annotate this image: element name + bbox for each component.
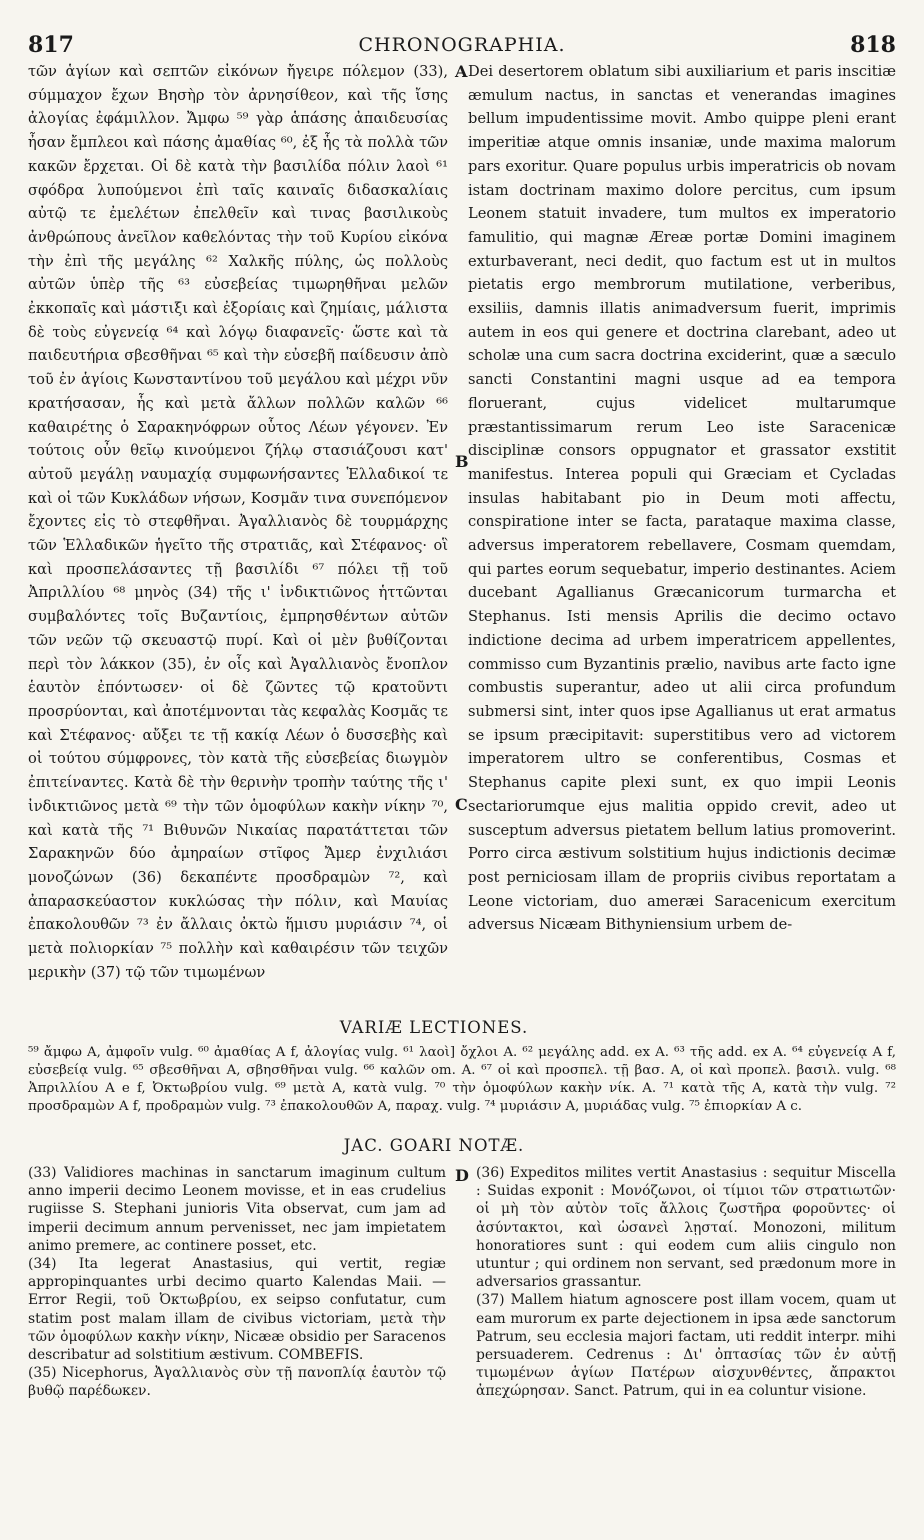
latin-column (468, 60, 896, 937)
page-header (28, 30, 896, 60)
margin-letter-b: B (455, 452, 469, 471)
latin-text: Dei desertorem oblatum sibi auxiliarium et paris inscitiæ æmulum nactus, in sanctas et venerandas imagines bellum impudentissime movit. Ambo quippe pleni erant imperitiæ atque omnis insaniæ, unde maxima malorum pars exoritur. Quare populus urbis imperatricis ob novam istam doctrinam maximo dolore percitus, cum ipsum Leonem statuit invadere, tum multos ex imperatorio famulitio, qui magnæ Æreæ portæ Domini imaginem exturbaverant, neci dedit, quo factum est ut in multos pietatis ergo membrorum mutilatione, verberibus, exsiliis, damnis illatis animadversum fuerit, imprimis autem in eos qui genere et doctrina clarebant, adeo ut scholæ una cum sacra doctrina exciderint, quæ a sæculo sancti Constantini magni usque ad ea tempora floruerant, cujus videlicet multarumque præstantissimarum rerum Leo iste Saracenicæ disciplinæ consors oppugnator et grassator exstitit manifestus. Interea populi qui Græciam et Cycladas insulas habitabant pio in Deum moti affectu, conspiratione inter se facta, parataque maxima classe, adversus imperatorem rebellavere, Cosmam quemdam, qui partes eorum sequebatur, imperio destinantes. Aciem ducebant Agallianus Græcanicorum turmarcha et Stephanus. Isti mensis Aprilis die decimo octavo indictione decima ad urbem imperatricem appellentes, commisso cum Byzantinis prælio, navibus arte facto igne combustis superantur, adeo ut alii circa profundum submersi sint, inter quos ipse Agallianus ut erat armatus se ipsum præcipitavit: superstitibus vero ad victorem imperatorem ultro se conferentibus, Cosmas et Stephanus capite plexi sunt, ex quo impii Leonis sectariorumque ejus malitia oppido crevit, adeo ut susceptum adversus pietatem bellum latius promoverint. Porro circa æstivum solstitium hujus indictionis decimæ post perniciosam illam de propriis civibus reportatam a Leone victoriam, duo ameræi Saracenicum exercitum adversus Nicæam Bithyniensium urbem de- (468, 63, 896, 934)
variae-lectiones: ⁵⁹ ἄμφω A, ἀμφοῖν vulg. ⁶⁰ ἀμαθίας A f, ἀλογίας vulg. ⁶¹ λαοὶ] ὄχλοι A. ⁶² μεγάλης add. ex A. ⁶³ τῆς add. ex A. ⁶⁴ εὐγενείᾳ A f, εὐσεβείᾳ vulg. ⁶⁵ σβεσθῆναι A, σβησθῆναι vulg. ⁶⁶ καλῶν om. A. ⁶⁷ οἱ καὶ προσπελ. τῇ βασ. A, οἱ καὶ προπελ. βασιλ. vulg. ⁶⁸ Ἀπριλλίου A e f, Ὀκτωβρίου vulg. ⁶⁹ μετὰ A, κατὰ vulg. ⁷⁰ τὴν ὁμοφύλων κακὴν νίκ. A. ⁷¹ κατὰ τῆς A, κατὰ τὴν vulg. ⁷² προσδραμὼν A f, προδραμὼν vulg. ⁷³ ἐπακολουθῶν A, παραχ. vulg. ⁷⁴ μυριάσιν A, μυριάδας vulg. ⁷⁵ ἐπιορκίαν A c. (28, 1045, 896, 1114)
notae-left-column (28, 1164, 446, 1401)
margin-letter-d: D (455, 1166, 469, 1185)
greek-column (28, 60, 448, 984)
nota-33: (33) Validiores machinas in sanctarum imaginum cultum anno imperii decimo Leonem movisse, et in eas crudelius rugiisse S. Stephani junioris Vita observat, cum jam ad imperii decimum annum pervenisset, nec jam impietatem animo premere, ac continere posset, etc. (28, 1165, 446, 1254)
margin-letter-a: A (455, 62, 468, 81)
nota-34: (34) Ita legerat Anastasius, qui vertit, regiæ appropinquantes urbi decimo quarto Kalendas Maii. — Error Regii, τοῦ Ὀκτωβρίου, ex seipso confutatur, cum statim post malam illam de civibus victoriam, μετὰ τὴν τῶν ὁμοφύλων κακὴν νίκην, Nicææ obsidio per Saracenos describatur ad solstitium æstivum. COMBEFIS. (28, 1256, 446, 1364)
nota-36: (36) Expeditos milites vertit Anastasius : sequitur Miscella : Suidas exponit : Μονόζωνοι, οἱ τίμιοι τῶν στρατιωτῶν· οἱ μὴ τὸν αὐτὸν τοῖς ἄλλοις ζωστῆρα φοροῦντες· οἱ ἀσύντακτοι, καὶ ὡσανεὶ λῃσταί. Monozoni, militum honoratiores sunt : qui eodem cum aliis cingulo non utuntur ; qui ordinem non servant, sed prædonum more in adversarios grassantur. (476, 1165, 896, 1291)
nota-35: (35) Nicephorus, Ἀγαλλιανὸς σὺν τῇ πανοπλίᾳ ἑαυτὸν τῷ βυθῷ παρέδωκεν. (28, 1365, 446, 1400)
greek-text: τῶν ἁγίων καὶ σεπτῶν εἰκόνων ἤγειρε πόλεμον (33), σύμμαχον ἔχων Βησὴρ τὸν ἀρνησίθεον, καὶ τῆς ἴσης ἀλογίας ἐφάμιλλον. Ἄμφω ⁵⁹ γὰρ ἁπάσης ἀπαιδευσίας ἦσαν ἔμπλεοι καὶ πάσης ἀμαθίας ⁶⁰, ἐξ ἧς τὰ πολλὰ τῶν κακῶν ἔρχεται. Οἱ δὲ κατὰ τὴν βασιλίδα πόλιν λαοὶ ⁶¹ σφόδρα λυπούμενοι ἐπὶ ταῖς καιναῖς διδασκαλίαις αὐτῷ τε ἐμελέτων ἐπελθεῖν καὶ τινας βασιλικοὺς ἀνθρώπους ἀνεῖλον καθελόντας τὴν τοῦ Κυρίου εἰκόνα τὴν ἐπὶ τῆς μεγάλης ⁶² Χαλκῆς πύλης, ὡς πολλοὺς αὐτῶν ὑπὲρ τῆς ⁶³ εὐσεβείας τιμωρηθῆναι μελῶν ἐκκοπαῖς καὶ μάστιξι καὶ ἐξορίαις καὶ ζημίαις, μάλιστα δὲ τοὺς εὐγενείᾳ ⁶⁴ καὶ λόγῳ διαφανεῖς· ὥστε καὶ τὰ παιδευτήρια σβεσθῆναι ⁶⁵ καὶ τὴν εὐσεβῆ παίδευσιν ἀπὸ τοῦ ἐν ἁγίοις Κωνσταντίνου τοῦ μεγάλου καὶ μέχρι νῦν κρατήσασαν, ἧς καὶ μετὰ ἄλλων πολλῶν καλῶν ⁶⁶ καθαιρέτης ὁ Σαρακηνόφρων οὗτος Λέων γέγονεν. Ἐν τούτοις οὖν θεῖῳ κινούμενοι ζήλῳ στασιάζουσι κατ' αὐτοῦ μεγάλῃ ναυμαχίᾳ συμφωνήσαντες Ἑλλαδικοί τε καὶ οἱ τῶν Κυκλάδων νήσων, Κοσμᾶν τινα συνεπόμενον ἔχοντες εἰς τὸ στεφθῆναι. Ἀγαλλιανὸς δὲ τουρμάρχης τῶν Ἑλλαδικῶν ἡγεῖτο τῆς στρατιᾶς, καὶ Στέφανος· οἳ καὶ προσπελάσαντες τῇ βασιλίδι ⁶⁷ πόλει τῇ τοῦ Ἀπριλλίου ⁶⁸ μηνὸς (34) τῆς ι' ἰνδικτιῶνος ἡττῶνται συμβαλόντες τοῖς Βυζαντίοις, ἐμπρησθέντων αὐτῶν τῶν νεῶν τῷ σκευαστῷ πυρί. Καὶ οἱ μὲν βυθίζονται περὶ τὸν λάκκον (35), ἐν οἷς καὶ Ἀγαλλιανὸς ἔνοπλον ἑαυτὸν ἐπόντωσεν· οἱ δὲ ζῶντες τῷ κρατοῦντι προσρύονται, καὶ ἀποτέμνονται τὰς κεφαλὰς Κοσμᾶς τε καὶ Στέφανος· αὔξει τε τῇ κακίᾳ Λέων ὁ δυσσεβὴς καὶ οἱ τούτου σύμφρονες, τὸν κατὰ τῆς εὐσεβείας διωγμὸν ἐπιτείναντες. Κατὰ δὲ τὴν θερινὴν τροπὴν ταύτης τῆς ι' ἰνδικτιῶνος μετὰ ⁶⁹ τὴν τῶν ὁμοφύλων κακὴν νίκην ⁷⁰, καὶ κατὰ τῆς ⁷¹ Βιθυνῶν Νικαίας παρατάττεται τῶν Σαρακηνῶν δύο ἀμηραίων στῖφος Ἄμερ ἐνχιλιάσι μονοζώνων (36) δεκαπέντε προσδραμὼν ⁷², καὶ ἀπαρασκεύαστον κυκλώσας τὴν πόλιν, καὶ Μαυίας ἐπακολουθῶν ⁷³ ἐν ἄλλαις ὀκτὼ ἥμισυ μυριάσιν ⁷⁴, οἱ μετὰ πολιορκίαν ⁷⁵ πολλὴν καὶ καθαιρέσιν τῶν τειχῶν μερικὴν (37) τῷ τῶν τιμωμένων (28, 63, 448, 981)
running-title: CHRONOGRAPHIA. (358, 34, 566, 56)
margin-letter-c: C (455, 795, 468, 814)
page (28, 30, 896, 981)
nota-37: (37) Mallem hiatum agnoscere post illam vocem, quam ut eam murorum ex parte dejectionem in ipsa æde sanctorum Patrum, seu ecclesia majori factam, uti reddit interpr. mihi persuaderem. Cedrenus : Δι' ὀπτασίας τῶν ἐν αὐτῇ τιμωμένων ἁγίων Πατέρων αἰσχυνθέντες, ἄπρακτοι ἀπεχώρησαν. Sanct. Patrum, qui in ea coluntur visione. (476, 1292, 896, 1400)
page-number-right: 818 (850, 32, 896, 58)
notae-right-column (476, 1164, 896, 1401)
variae-heading: VARIÆ LECTIONES. (339, 1018, 529, 1037)
notae-heading: JAC. GOARI NOTÆ. (343, 1136, 525, 1155)
page-number-left: 817 (28, 32, 74, 58)
